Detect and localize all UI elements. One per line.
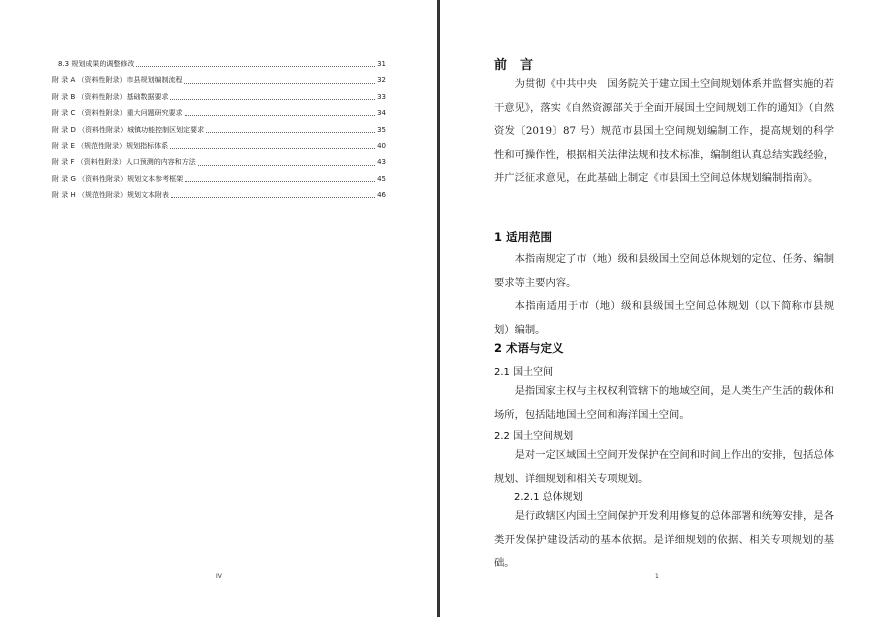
toc-entry[interactable] xyxy=(52,72,386,88)
toc-entry-label: 附 录 A （资料性附录）市县规划编制流程 xyxy=(52,76,183,85)
section-2-2-paragraph: 是对一定区域国土空间开发保护在空间和时间上作出的安排，包括总体规划、详细规划和相关专项规划。 xyxy=(494,449,834,485)
section-2-1-heading: 2.1 国土空间 xyxy=(494,367,554,378)
toc-entry[interactable] xyxy=(52,171,386,187)
page-number: 1 xyxy=(655,573,659,580)
toc-leader-dots xyxy=(170,139,375,149)
toc-entry-page: 31 xyxy=(377,60,386,68)
toc-leader-dots xyxy=(136,57,375,67)
toc-entry-page: 35 xyxy=(377,125,386,134)
section-2-1-paragraph: 是指国家主权与主权权利管辖下的地域空间，是人类生产生活的载体和场所，包括陆地国土空间和海洋国土空间。 xyxy=(494,385,834,421)
toc-entry-page: 33 xyxy=(377,92,386,101)
toc-entry-label: 附 录 E （规范性附录）规划指标体系 xyxy=(52,141,169,150)
toc-entry-label: 附 录 F （资料性附录）人口预测的内容和方法 xyxy=(52,158,196,167)
toc-entry[interactable] xyxy=(52,154,386,170)
toc-leader-dots xyxy=(206,123,375,133)
toc-entry-label: 附 录 D （资料性附录）城镇功能控制区划定要求 xyxy=(52,125,205,134)
section-2-2-1-heading: 2.2.1 总体规划 xyxy=(514,492,583,503)
section-2-2-1-paragraph: 是行政辖区内国土空间保护开发利用修复的总体部署和统筹安排，是各类开发保护建设活动的基本依据。是详细规划的依据、相关专项规划的基础。 xyxy=(494,510,834,569)
toc-entry[interactable] xyxy=(52,122,386,138)
section-1-heading: 1 适用范围 xyxy=(494,230,553,244)
preface-heading: 前 言 xyxy=(494,58,534,73)
toc-entry[interactable] xyxy=(52,105,386,121)
toc-entry-label: 附 录 C （资料性附录）重大问题研究要求 xyxy=(52,109,183,118)
toc-entry-page: 32 xyxy=(377,76,386,85)
toc-entry-page: 40 xyxy=(377,141,386,150)
section-2-heading: 2 术语与定义 xyxy=(494,341,564,355)
toc-entry-label: 附 录 G （资料性附录）规划文本参考框架 xyxy=(52,174,184,183)
toc-entry-page: 46 xyxy=(377,191,386,200)
toc-entry[interactable] xyxy=(52,89,386,105)
right-page xyxy=(440,0,874,617)
toc-entry-label: 附 录 H （规范性附录）规划文本附表 xyxy=(52,191,169,200)
toc-entry-page: 43 xyxy=(377,158,386,167)
section-1-paragraph-2: 本指南适用于市（地）级和县级国土空间总体规划（以下简称市县规划）编制。 xyxy=(494,300,834,336)
page-number: IV xyxy=(216,573,222,580)
toc-leader-dots xyxy=(185,106,376,116)
toc-leader-dots xyxy=(185,172,375,182)
toc-leader-dots xyxy=(184,74,375,84)
toc-entry[interactable] xyxy=(52,187,386,203)
toc-leader-dots xyxy=(170,90,375,100)
preface-paragraph: 为贯彻《中共中央 国务院关于建立国土空间规划体系并监督实施的若干意见》，落实《自然资源部关于全面开展国土空间规划工作的通知》（自然资发〔2019〕87 号）规范市县国土空间规划编制工作，提高规划的科学性和可操作性，根据相关法律法规和技术标准，编制组认真总结实践经验，并广泛征求意见，在此基础上制定《市县国土空间总体规划编制指南》。 xyxy=(494,78,834,184)
toc-entry[interactable] xyxy=(52,56,386,72)
section-2-2-heading: 2.2 国土空间规划 xyxy=(494,431,574,442)
toc-entry-page: 34 xyxy=(377,109,386,118)
toc-entry-label: 8.3 规划成果的调整修改 xyxy=(58,60,135,68)
toc-leader-dots xyxy=(198,156,375,166)
toc-entry-label: 附 录 B （资料性附录）基础数据要求 xyxy=(52,92,169,101)
toc-entry-page: 45 xyxy=(377,174,386,183)
toc-leader-dots xyxy=(171,188,375,198)
toc-entry[interactable] xyxy=(52,138,386,154)
table-of-contents xyxy=(52,56,386,204)
section-1-paragraph-1: 本指南规定了市（地）级和县级国土空间总体规划的定位、任务、编制要求等主要内容。 xyxy=(494,253,834,289)
